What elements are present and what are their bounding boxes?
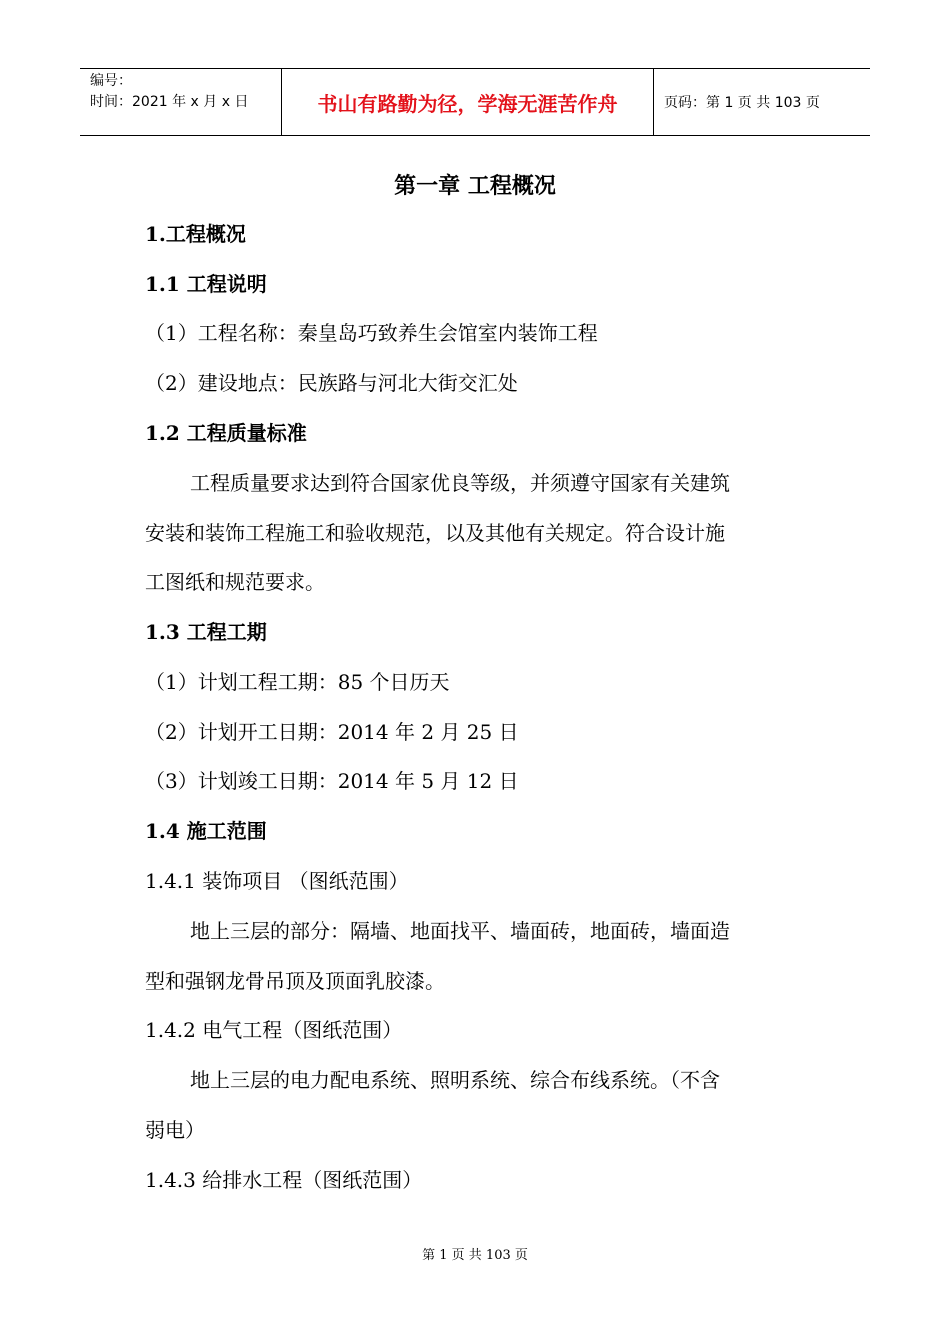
header-page-info: 页码：第 1 页 共 103 页 — [664, 95, 820, 111]
section-heading: 1.工程概况 — [145, 222, 246, 246]
item-heading: 1.4.3 给排水工程（图纸范围） — [145, 1168, 423, 1192]
item-heading: 1.4.2 电气工程（图纸范围） — [145, 1018, 403, 1042]
paragraph-line: 工图纸和规范要求。 — [145, 570, 325, 594]
text-line: （2）计划开工日期：2014 年 2 月 25 日 — [145, 720, 519, 744]
text-line: （3）计划竣工日期：2014 年 5 月 12 日 — [145, 769, 519, 793]
paragraph-line: 安装和装饰工程施工和验收规范，以及其他有关规定。符合设计施 — [145, 521, 725, 545]
item-heading: 1.4.1 装饰项目 （图纸范围） — [145, 869, 409, 893]
page-footer: 第 1 页 共 103 页 — [422, 1248, 528, 1263]
header-motto: 书山有路勤为径，学海无涯苦作舟 — [282, 69, 654, 135]
header-number-label: 编号： — [90, 73, 132, 89]
text-line: （1）计划工程工期：85 个日历天 — [145, 670, 450, 694]
paragraph-line: 地上三层的部分：隔墙、地面找平、墙面砖，地面砖，墙面造 — [190, 919, 730, 943]
subsection-heading: 1.3 工程工期 — [145, 620, 267, 644]
subsection-heading: 1.4 施工范围 — [145, 819, 267, 843]
subsection-heading: 1.2 工程质量标准 — [145, 421, 307, 445]
chapter-title: 第一章 工程概况 — [394, 173, 556, 199]
header-meta — [80, 69, 282, 135]
paragraph-line: 工程质量要求达到符合国家优良等级，并须遵守国家有关建筑 — [190, 471, 730, 495]
page-header — [80, 68, 870, 136]
header-date-label: 时间：2021 年 x 月 x 日 — [90, 94, 249, 110]
subsection-heading: 1.1 工程说明 — [145, 272, 267, 296]
text-line: （1）工程名称：秦皇岛巧致养生会馆室内装饰工程 — [145, 321, 598, 345]
paragraph-line: 型和强钢龙骨吊顶及顶面乳胶漆。 — [145, 969, 445, 993]
text-line: （2）建设地点：民族路与河北大街交汇处 — [145, 371, 518, 395]
paragraph-line: 弱电） — [145, 1118, 205, 1142]
paragraph-line: 地上三层的电力配电系统、照明系统、综合布线系统。（不含 — [190, 1068, 720, 1092]
